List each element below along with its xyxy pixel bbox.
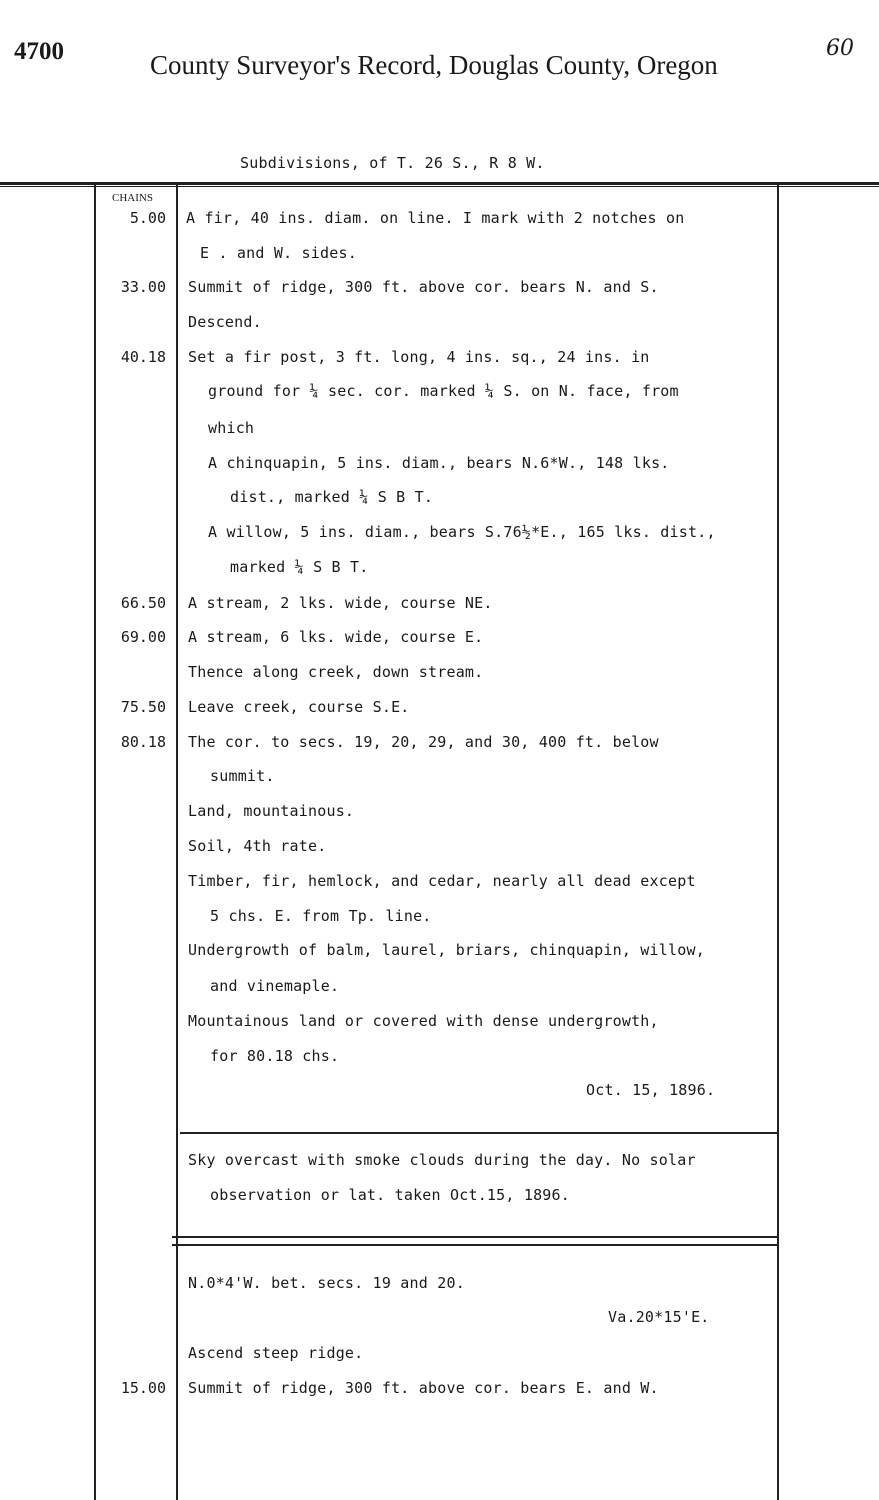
note-line: The cor. to secs. 19, 20, 29, and 30, 400 ft. below [188,733,659,751]
entry-divider [180,1132,777,1134]
chain-value: 5.00 [129,209,166,227]
chains-divider [176,184,178,1500]
note-line: A stream, 2 lks. wide, course NE. [188,594,493,612]
chain-value: 15.00 [120,1379,166,1397]
note-line: A fir, 40 ins. diam. on line. I mark with 2 notches on [186,209,685,227]
note-line: A willow, 5 ins. diam., bears S.76½*E., 165 lks. dist., [208,523,716,541]
chain-value: 75.50 [120,698,166,716]
note-line: Descend. [188,313,262,331]
section-divider-1 [172,1236,779,1238]
note-line: Undergrowth of balm, laurel, briars, chinquapin, willow, [188,941,705,959]
note-line: 5 chs. E. from Tp. line. [210,907,432,925]
section-heading: Subdivisions, of T. 26 S., R 8 W. [240,154,545,172]
chains-label: CHAINS [112,192,153,204]
note-line: which [208,419,255,437]
page-title: County Surveyor's Record, Douglas County, Oregon [150,50,718,80]
note-line: N.0*4'W. bet. secs. 19 and 20. [188,1274,465,1292]
note-line: Land, mountainous. [188,802,355,820]
note-line: A chinquapin, 5 ins. diam., bears N.6*W., 148 lks. [208,454,670,472]
chain-value: 33.00 [120,278,166,296]
page-number: 60 [826,36,854,61]
note-line: Sky overcast with smoke clouds during the day. No solar [188,1151,696,1169]
note-line: Ascend steep ridge. [188,1344,364,1362]
chain-value: 80.18 [120,733,166,751]
chain-value: 69.00 [120,628,166,646]
note-line: Leave creek, course S.E. [188,698,410,716]
note-line: Summit of ridge, 300 ft. above cor. bears E. and W. [188,1379,659,1397]
left-margin-line [94,184,96,1500]
note-line: observation or lat. taken Oct.15, 1896. [210,1186,570,1204]
page-code: 4700 [14,38,64,65]
note-line: Set a fir post, 3 ft. long, 4 ins. sq., 24 ins. in [188,348,650,366]
note-line: Timber, fir, hemlock, and cedar, nearly all dead except [188,872,696,890]
note-line: summit. [210,767,275,785]
note-line: for 80.18 chs. [210,1047,340,1065]
note-line: Summit of ridge, 300 ft. above cor. bears N. and S. [188,278,659,296]
note-line: Thence along creek, down stream. [188,663,484,681]
note-line: Soil, 4th rate. [188,837,327,855]
note-line: Mountainous land or covered with dense undergrowth, [188,1012,659,1030]
note-line: marked ¼ S B T. [230,558,369,576]
note-line: E . and W. sides. [200,244,357,262]
note-line: and vinemaple. [210,977,340,995]
date-line: Oct. 15, 1896. [586,1081,716,1099]
note-line: A stream, 6 lks. wide, course E. [188,628,484,646]
chain-value: 40.18 [120,348,166,366]
variation-line: Va.20*15'E. [608,1308,710,1326]
note-line: ground for ¼ sec. cor. marked ¼ S. on N. face, from [208,382,679,400]
right-margin-line [777,184,779,1500]
top-rule [0,182,879,185]
top-rule-thin [0,186,879,187]
note-line: dist., marked ¼ S B T. [230,488,434,506]
section-divider-2 [172,1244,779,1246]
chain-value: 66.50 [120,594,166,612]
